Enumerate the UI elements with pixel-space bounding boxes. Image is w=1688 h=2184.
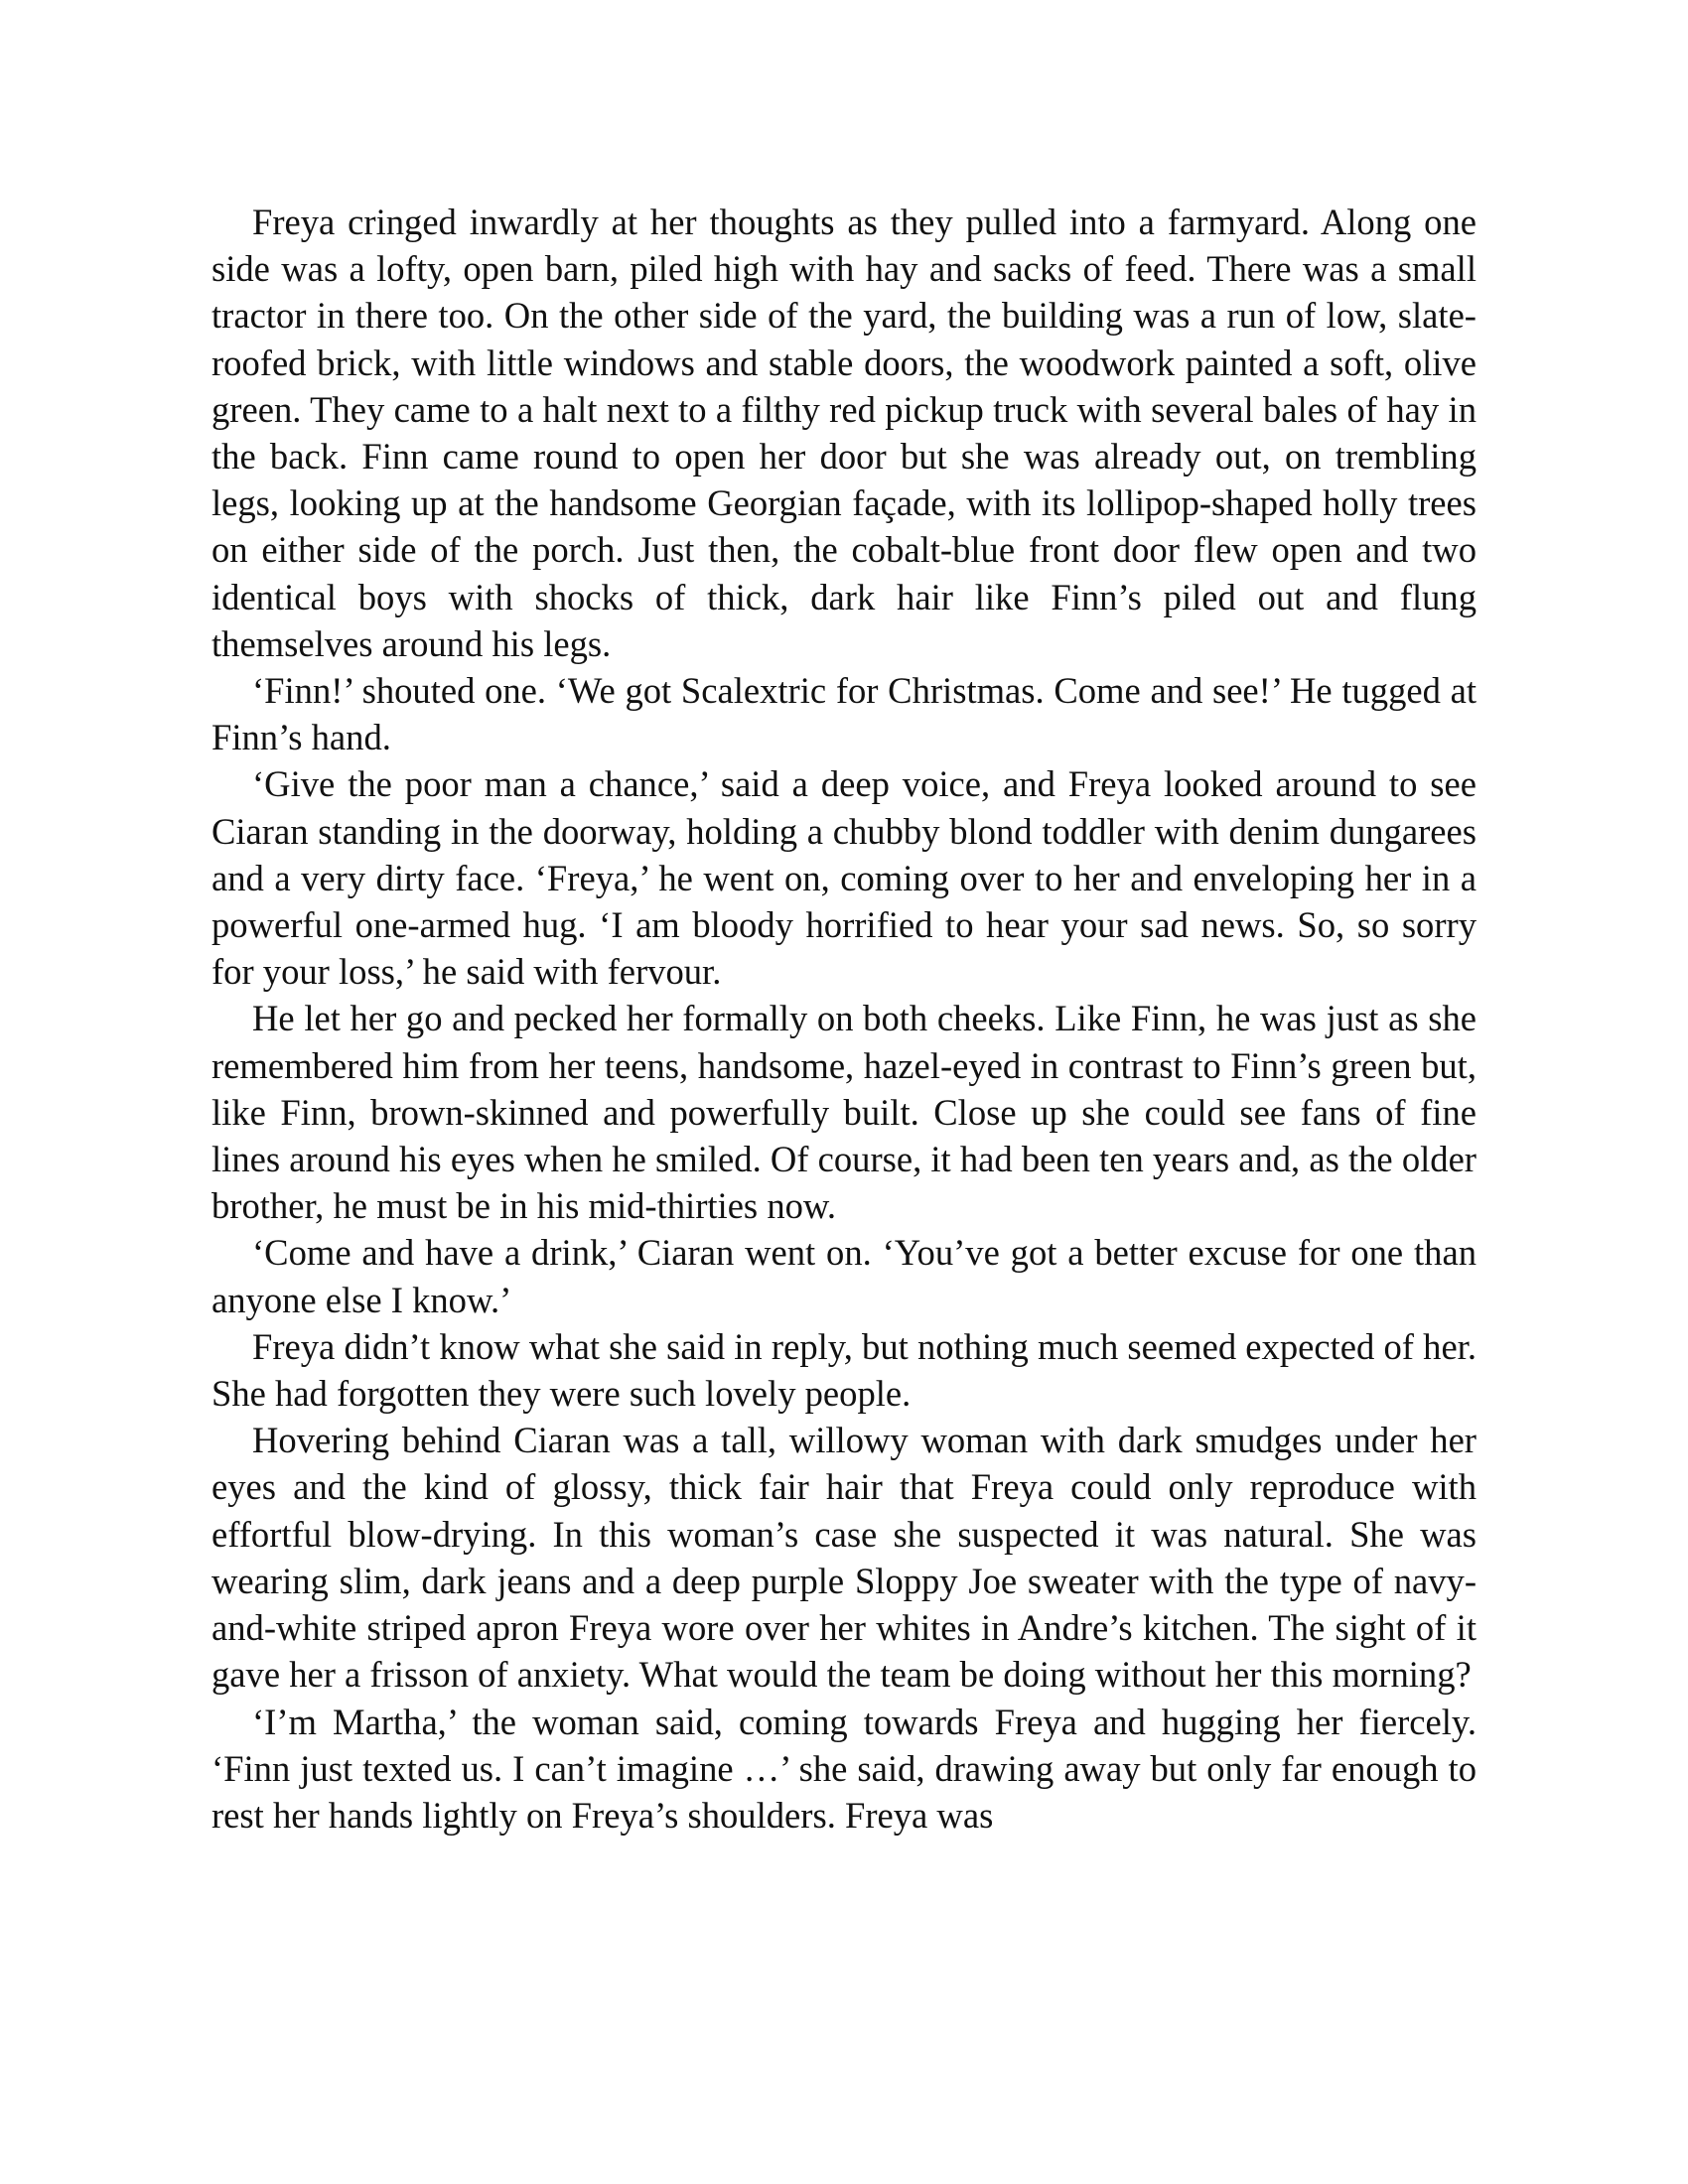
paragraph-ciaran-greeting: ‘Give the poor man a chance,’ said a deep voice, and Freya looked around to see Ciaran standing in the doorway, holding a chubby blond toddler with denim dungarees and a very dirty face. ‘Freya,’ he went on, coming over to her and enveloping her in a powerful one-armed hug. ‘I am bloody horrified to hear your sad news. So, so sorry for your loss,’ he said with fervour. [211, 763, 1477, 993]
paragraph-martha-introduction: ‘I’m Martha,’ the woman said, coming towards Freya and hugging her fiercely. ‘Finn just texted us. I can’t imagine …’ she said, drawing away but only far enough to rest her hands lightly on Freya’s shoulders. Freya was [211, 1701, 1477, 1836]
paragraph-farmyard-arrival: Freya cringed inwardly at her thoughts as they pulled into a farmyard. Along one side was a lofty, open barn, piled high with hay and sacks of feed. There was a small tractor in there too. On the other side of the yard, the building was a run of low, slate-roofed brick, with little windows and stable doors, the woodwork painted a soft, olive green. They came to a halt next to a filthy red pickup truck with several bales of hay in the back. Finn came round to open her door but she was already out, on trembling legs, looking up at the handsome Georgian façade, with its lollipop-shaped holly trees on either side of the porch. Just then, the cobalt-blue front door flew open and two identical boys with shocks of thick, dark hair like Finn’s piled out and flung themselves around his legs. [211, 202, 1477, 664]
paragraph-ciaran-description: He let her go and pecked her formally on both cheeks. Like Finn, he was just as she remembered him from her teens, handsome, hazel-eyed in contrast to Finn’s green but, like Finn, brown-skinned and powerfully built. Close up she could see fans of fine lines around his eyes when he smiled. Of course, it had been ten years and, as the older brother, he must be in his mid-thirties now. [211, 998, 1477, 1227]
paragraph-martha-description: Hovering behind Ciaran was a tall, willowy woman with dark smudges under her eyes and the kind of glossy, thick fair hair that Freya could only reproduce with effortful blow-drying. In this woman’s case she suspected it was natural. She was wearing slim, dark jeans and a deep purple Sloppy Joe sweater with the type of navy-and-white striped apron Freya wore over her whites in Andre’s kitchen. The sight of it gave her a frisson of anxiety. What would the team be doing without her this morning? [211, 1420, 1477, 1696]
page-body [211, 199, 1477, 1839]
paragraph-freya-reply: Freya didn’t know what she said in reply, but nothing much seemed expected of her. She had forgotten they were such lovely people. [211, 1325, 1477, 1415]
paragraph-finn-shouted: ‘Finn!’ shouted one. ‘We got Scalextric for Christmas. Come and see!’ He tugged at Finn’s hand. [211, 670, 1477, 758]
paragraph-come-have-drink: ‘Come and have a drink,’ Ciaran went on. ‘You’ve got a better excuse for one than anyone else I know.’ [211, 1232, 1477, 1320]
